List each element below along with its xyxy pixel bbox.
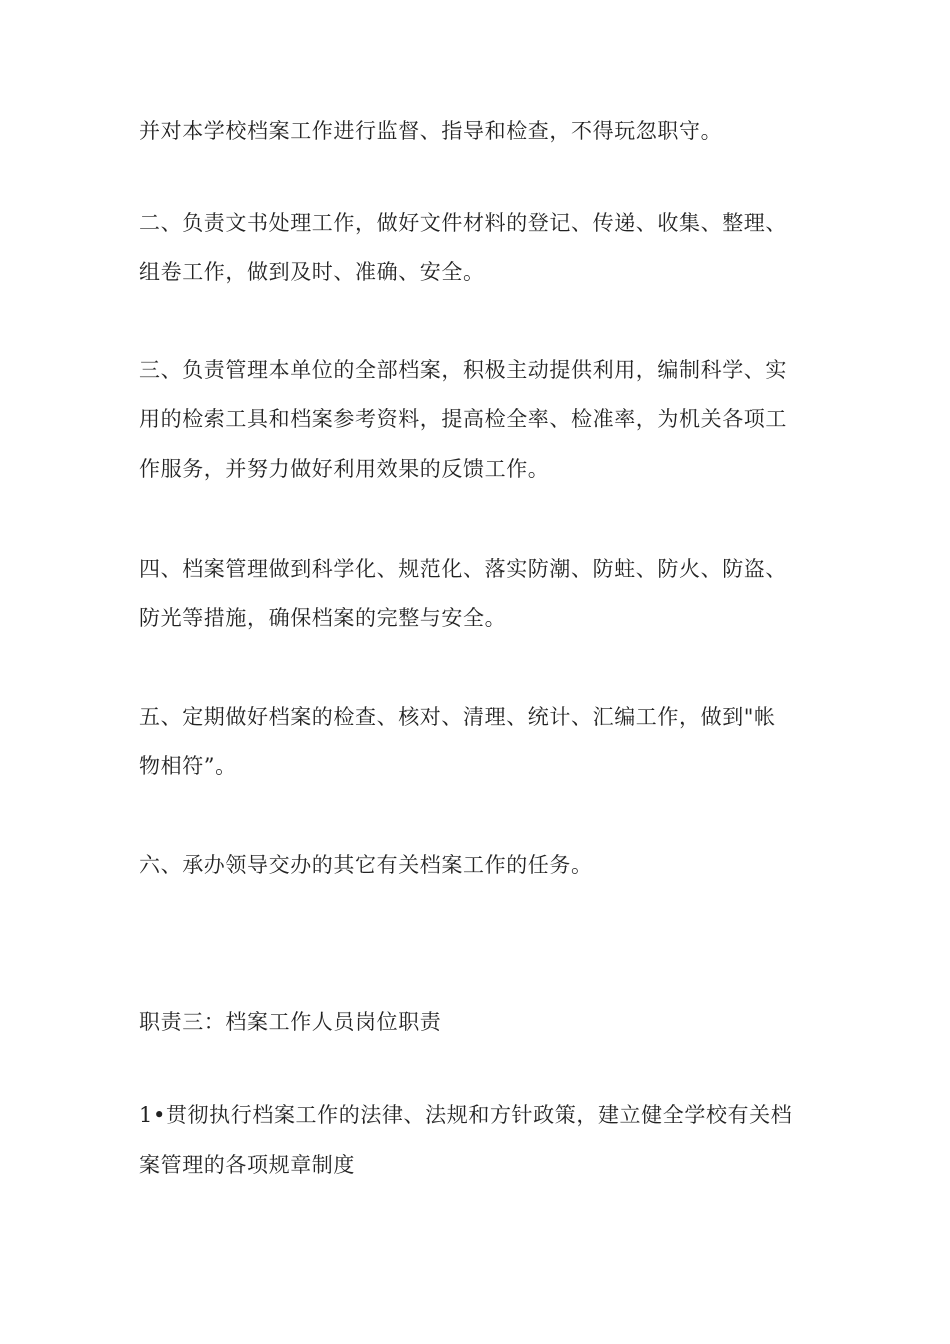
paragraph-5-line-1: 五、定期做好档案的检查、核对、清理、统计、汇编工作，做到"帐 — [139, 705, 776, 729]
item-1-line-1: 1•贯彻执行档案工作的法律、法规和方针政策，建立健全学校有关档 — [139, 1103, 793, 1127]
paragraph-3-line-1: 三、负责管理本单位的全部档案，积极主动提供利用，编制科学、实 — [139, 358, 787, 382]
paragraph-3-line-3: 作服务，并努力做好利用效果的反馈工作。 — [139, 457, 550, 481]
section-heading: 职责三：档案工作人员岗位职责 — [139, 1010, 442, 1034]
paragraph-1-line-1: 并对本学校档案工作进行监督、指导和检查，不得玩忽职守。 — [139, 119, 723, 143]
paragraph-2-line-2: 组卷工作，做到及时、准确、安全。 — [139, 260, 485, 284]
item-1-line-2: 案管理的各项规章制度 — [139, 1153, 355, 1177]
paragraph-4-line-1: 四、档案管理做到科学化、规范化、落实防潮、防蛀、防火、防盗、 — [139, 557, 787, 581]
paragraph-6-line-1: 六、承办领导交办的其它有关档案工作的任务。 — [139, 853, 593, 877]
paragraph-3-line-2: 用的检索工具和档案参考资料，提高检全率、检准率，为机关各项工 — [139, 407, 787, 431]
paragraph-4-line-2: 防光等措施，确保档案的完整与安全。 — [139, 606, 507, 630]
paragraph-5-line-2: 物相符”。 — [139, 754, 237, 778]
paragraph-2-line-1: 二、负责文书处理工作，做好文件材料的登记、传递、收集、整理、 — [139, 211, 787, 235]
